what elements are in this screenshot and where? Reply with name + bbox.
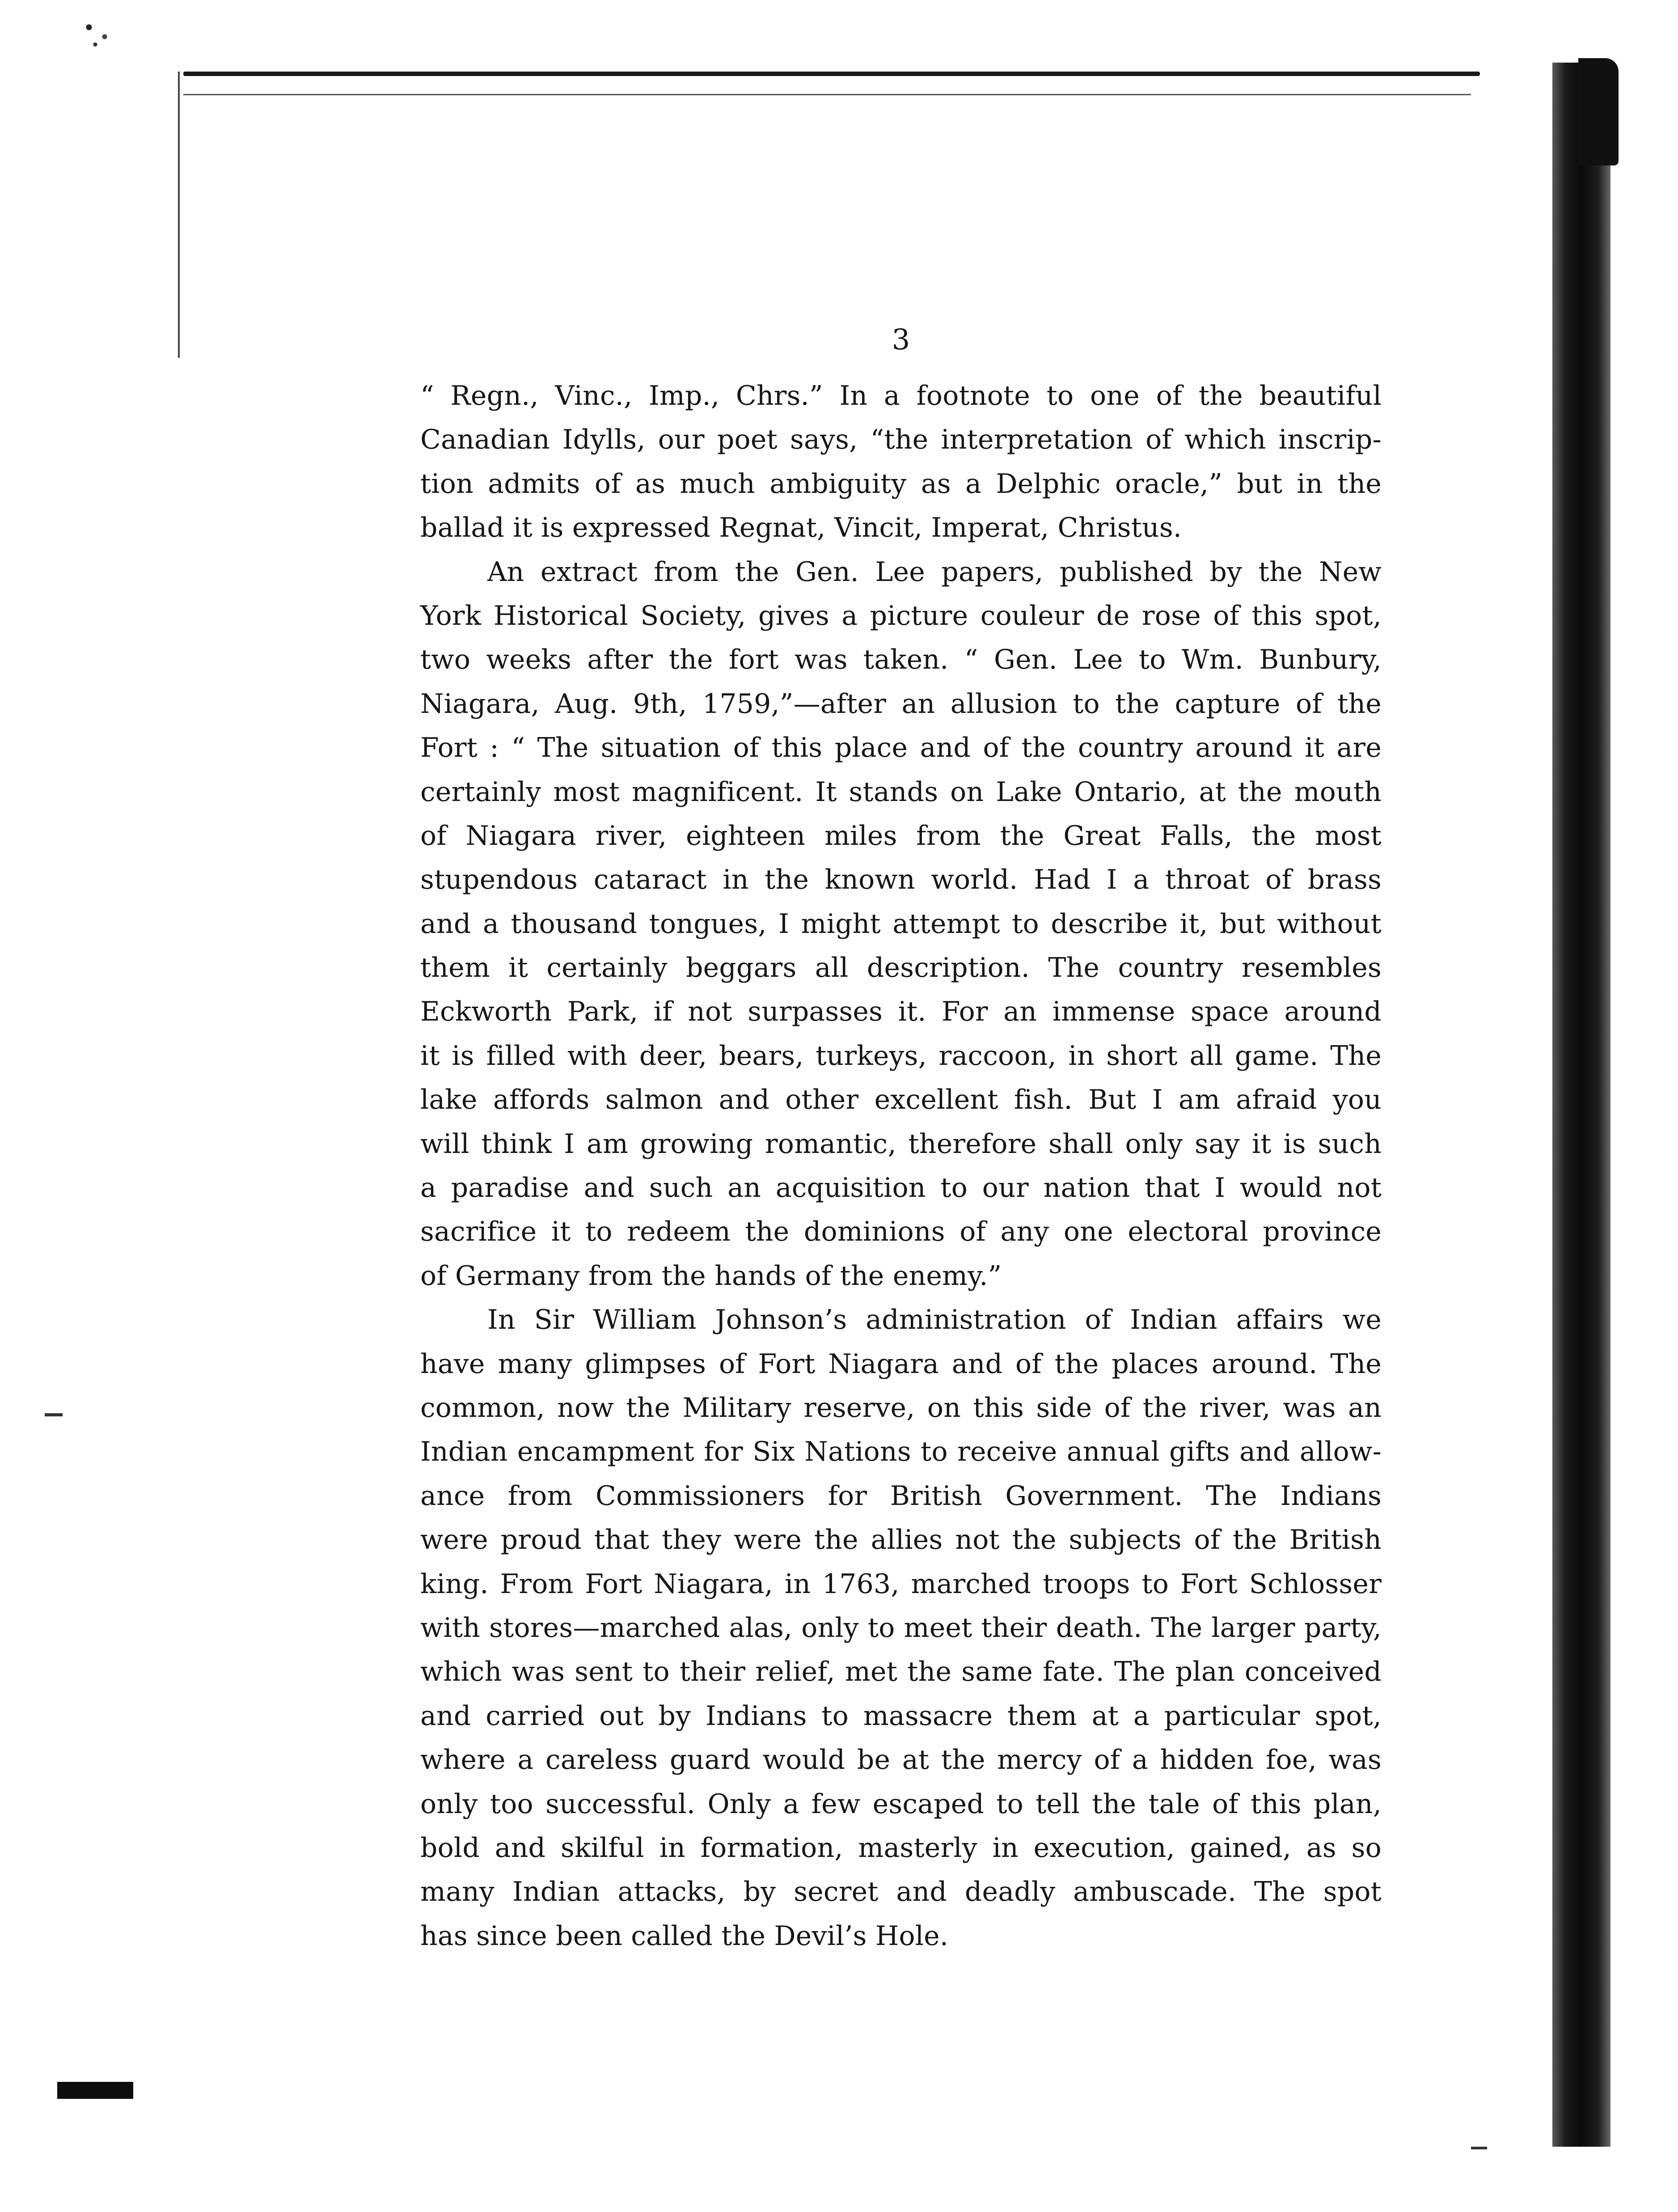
text-line: and a thousand tongues, I might attempt to describe it, but without <box>420 908 1382 940</box>
text-line: were proud that they were the allies not the subjects of the British <box>420 1524 1382 1556</box>
left-margin-mark <box>45 1413 63 1416</box>
text-line: them it certainly beggars all description. The country resembles <box>420 952 1382 984</box>
text-line: tion admits of as much ambiguity as a Delphic oracle,” but in the <box>420 468 1382 500</box>
text-line: two weeks after the fort was taken. “ Gen. Lee to Wm. Bunbury, <box>420 644 1382 676</box>
text-line: Canadian Idylls, our poet says, “the interpretation of which inscrip- <box>420 424 1382 456</box>
text-line: of Niagara river, eighteen miles from the Great Falls, the most <box>420 820 1382 852</box>
text-line: Niagara, Aug. 9th, 1759,”—after an allusion to the capture of the <box>420 688 1382 720</box>
text-line: of Germany from the hands of the enemy.” <box>420 1260 1002 1292</box>
text-line: it is filled with deer, bears, turkeys, raccoon, in short all game. The <box>420 1040 1382 1072</box>
text-line: “ Regn., Vinc., Imp., Chrs.” In a footnote to one of the beautiful <box>420 380 1382 411</box>
bottom-left-scan-mark <box>57 2082 133 2099</box>
scan-specks <box>83 18 114 49</box>
text-line: and carried out by Indians to massacre them at a particular spot, <box>420 1700 1382 1732</box>
text-line: bold and skilful in formation, masterly in execution, gained, as so <box>420 1832 1382 1864</box>
text-line: have many glimpses of Fort Niagara and of the places around. The <box>420 1348 1382 1380</box>
text-line: many Indian attacks, by secret and deadly ambuscade. The spot <box>420 1876 1382 1908</box>
text-line: Indian encampment for Six Nations to receive annual gifts and allow- <box>420 1436 1382 1468</box>
text-line: An extract from the Gen. Lee papers, published by the New <box>487 556 1382 588</box>
bottom-right-scan-mark <box>1471 2147 1487 2149</box>
page-number: 3 <box>892 323 910 356</box>
paragraph <box>420 1298 1382 1958</box>
text-line: certainly most magnificent. It stands on Lake Ontario, at the mouth <box>420 776 1382 808</box>
text-line: has since been called the Devil’s Hole. <box>420 1920 949 1952</box>
text-line: common, now the Military reserve, on this side of the river, was an <box>420 1392 1382 1424</box>
text-line: king. From Fort Niagara, in 1763, marched troops to Fort Schlosser <box>420 1568 1382 1600</box>
text-line: York Historical Society, gives a picture couleur de rose of this spot, <box>420 600 1382 631</box>
text-line: Fort : “ The situation of this place and of the country around it are <box>420 732 1382 764</box>
left-border-line <box>178 72 180 358</box>
text-line: stupendous cataract in the known world. Had I a throat of brass <box>420 864 1382 896</box>
text-line: which was sent to their relief, met the same fate. The plan conceived <box>420 1656 1382 1688</box>
text-line: ance from Commissioners for British Government. The Indians <box>420 1480 1382 1512</box>
text-line: will think I am growing romantic, therefore shall only say it is such <box>420 1128 1382 1160</box>
text-line: only too successful. Only a few escaped to tell the tale of this plan, <box>420 1788 1382 1820</box>
text-line: where a careless guard would be at the mercy of a hidden foe, was <box>420 1744 1382 1776</box>
text-line: with stores—marched alas, only to meet their death. The larger party, <box>420 1612 1382 1644</box>
text-line: ballad it is expressed Regnat, Vincit, Imperat, Christus. <box>420 512 1182 544</box>
text-line: a paradise and such an acquisition to our nation that I would not <box>420 1172 1382 1204</box>
paragraph <box>420 550 1382 1298</box>
right-binding-top <box>1578 58 1619 165</box>
right-binding-edge <box>1552 63 1610 2147</box>
top-border-line <box>183 72 1480 76</box>
paragraph <box>420 374 1382 550</box>
text-line: lake affords salmon and other excellent fish. But I am afraid you <box>420 1084 1382 1116</box>
top-border-thin-line <box>183 94 1471 95</box>
text-line: sacrifice it to redeem the dominions of any one electoral province <box>420 1216 1382 1248</box>
document-page <box>420 322 1382 1958</box>
text-line: Eckworth Park, if not surpasses it. For an immense space around <box>420 996 1382 1028</box>
text-line: In Sir William Johnson’s administration of Indian affairs we <box>487 1304 1382 1336</box>
